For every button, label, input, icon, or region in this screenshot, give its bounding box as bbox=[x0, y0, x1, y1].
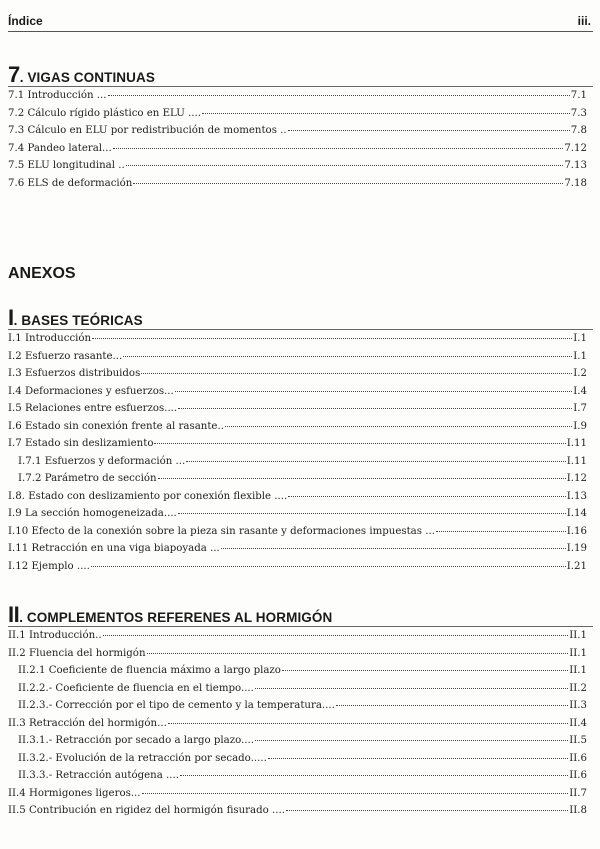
toc-entry-label: II.3 Retracción del hormigón... bbox=[8, 717, 167, 729]
toc-entry-label: I.9 La sección homogeneizada.... bbox=[8, 508, 177, 519]
dot-leader bbox=[154, 443, 565, 444]
toc-entry-label: II.2 Fluencia del hormigón bbox=[8, 647, 146, 659]
dot-leader bbox=[142, 793, 569, 794]
toc-entry-page: 7.1 bbox=[570, 90, 587, 101]
toc-entry-page: I.12 bbox=[566, 473, 587, 484]
toc-entry-page: I.2 bbox=[573, 368, 587, 379]
toc-entry-page: II.7 bbox=[569, 787, 587, 799]
toc-entry[interactable] bbox=[8, 438, 593, 456]
toc-entry[interactable] bbox=[8, 160, 593, 178]
dot-leader bbox=[168, 723, 568, 724]
toc-entry-page: I.7 bbox=[573, 403, 587, 414]
toc-entry-label: 7.1 Introducción ... bbox=[8, 90, 107, 101]
running-head-rule bbox=[8, 31, 593, 32]
toc-entry-label: 7.4 Pandeo lateral... bbox=[8, 142, 112, 154]
annexes-title: ANEXOS bbox=[8, 265, 76, 282]
dot-leader bbox=[178, 513, 566, 514]
toc-entry[interactable] bbox=[8, 403, 593, 421]
dot-leader bbox=[255, 740, 568, 741]
toc-entry-page: I.4 bbox=[573, 385, 587, 397]
dot-leader bbox=[108, 95, 570, 96]
toc-entry-page: 7.8 bbox=[570, 125, 587, 136]
toc-entry-page: II.5 bbox=[569, 735, 587, 746]
toc-entry-page: II.4 bbox=[569, 717, 587, 729]
toc-entry-label: II.4 Hormigones ligeros... bbox=[8, 787, 141, 799]
toc-entry-page: I.9 bbox=[573, 420, 587, 432]
toc-entry-page: I.11 bbox=[566, 438, 587, 449]
annex-ii-section bbox=[8, 602, 593, 823]
toc-entry-page: I.14 bbox=[566, 508, 587, 519]
toc-entry-label: 7.2 Cálculo rígido plástico en ELU .... bbox=[8, 107, 202, 119]
toc-entry-label: I.7.2 Parámetro de sección bbox=[18, 473, 157, 484]
dot-leader bbox=[92, 338, 572, 339]
annex-ii-number: II bbox=[8, 602, 20, 627]
annex-i-rule bbox=[8, 329, 593, 330]
toc-entry[interactable] bbox=[8, 630, 593, 648]
dot-leader bbox=[175, 391, 572, 392]
dot-leader bbox=[286, 810, 568, 811]
toc-entry-label: 7.5 ELU longitudinal .. bbox=[8, 160, 125, 171]
toc-entry[interactable] bbox=[8, 805, 593, 823]
toc-entry-label: II.2.3.- Corrección por el tipo de cemento y la temperatura.... bbox=[18, 700, 335, 711]
toc-entry[interactable] bbox=[8, 351, 593, 369]
dot-leader bbox=[123, 356, 572, 357]
dot-leader bbox=[336, 705, 568, 706]
toc-entry-page: 7.18 bbox=[564, 177, 587, 189]
dot-leader bbox=[288, 130, 570, 131]
dot-leader bbox=[91, 566, 566, 567]
chapter-7-rule bbox=[8, 86, 593, 87]
toc-entry-label: I.10 Efecto de la conexión sobre la pieza sin rasante y deformaciones impuestas ... bbox=[8, 525, 435, 537]
dot-leader bbox=[113, 148, 564, 149]
toc-entry[interactable] bbox=[8, 491, 593, 509]
toc-entry-label: I.1 Introducción bbox=[8, 333, 92, 344]
toc-entry[interactable] bbox=[8, 735, 593, 753]
toc-entry[interactable] bbox=[8, 421, 593, 439]
toc-entry[interactable] bbox=[8, 526, 593, 544]
annex-i-section bbox=[8, 305, 593, 578]
toc-entry[interactable] bbox=[8, 718, 593, 736]
toc-entry-label: I.3 Esfuerzos distribuidos bbox=[8, 368, 141, 379]
toc-entry-label: II.2.1 Coeficiente de fluencia máximo a largo plazo bbox=[18, 665, 281, 676]
toc-entry-page: II.1 bbox=[569, 647, 587, 659]
chapter-7-number: 7 bbox=[8, 62, 20, 87]
toc-entry-page: II.8 bbox=[569, 805, 587, 816]
toc-entry-label: I.5 Relaciones entre esfuerzos.... bbox=[8, 403, 178, 414]
toc-entry[interactable] bbox=[8, 108, 593, 126]
running-head bbox=[8, 12, 593, 30]
chapter-7-entries bbox=[8, 90, 593, 195]
toc-entry-page: I.11 bbox=[566, 455, 587, 467]
toc-entry-label: 7.3 Cálculo en ELU por redistribución de momentos .. bbox=[8, 125, 287, 136]
toc-entry[interactable] bbox=[8, 125, 593, 143]
dot-leader bbox=[158, 478, 566, 479]
toc-entry-label: 7.6 ELS de deformación bbox=[8, 177, 133, 189]
toc-entry-page: II.2 bbox=[569, 682, 587, 694]
dot-leader bbox=[133, 183, 563, 184]
dot-leader bbox=[282, 670, 568, 671]
toc-entry-page: I.16 bbox=[566, 525, 587, 537]
toc-entry[interactable] bbox=[8, 386, 593, 404]
dot-leader bbox=[225, 426, 572, 427]
toc-entry[interactable] bbox=[8, 143, 593, 161]
toc-entry[interactable] bbox=[8, 770, 593, 788]
chapter-7-heading bbox=[8, 62, 593, 87]
annex-ii-title: . COMPLEMENTOS REFERENES AL HORMIGÓN bbox=[19, 610, 333, 625]
toc-entry[interactable] bbox=[8, 456, 593, 474]
running-head-page-number: iii. bbox=[577, 14, 591, 28]
toc-entry[interactable] bbox=[8, 683, 593, 701]
running-head-title: Índice bbox=[8, 14, 43, 28]
toc-entry-label: II.3.1.- Retracción por secado a largo plazo.... bbox=[18, 735, 254, 746]
toc-entry[interactable] bbox=[8, 561, 593, 579]
toc-entry-label: II.1 Introducción.. bbox=[8, 630, 102, 641]
toc-entry-page: II.1 bbox=[569, 665, 587, 676]
annex-ii-heading bbox=[8, 602, 593, 627]
toc-entry-label: I.4 Deformaciones y esfuerzos... bbox=[8, 385, 174, 397]
toc-entry-label: II.2.2.- Coeficiente de fluencia en el tiempo.... bbox=[18, 682, 254, 694]
toc-entry-page: I.21 bbox=[566, 560, 587, 572]
annex-i-heading bbox=[8, 305, 593, 330]
toc-entry-page: I.1 bbox=[573, 333, 587, 344]
toc-entry[interactable] bbox=[8, 90, 593, 108]
toc-entry-label: I.8. Estado con deslizamiento por conexión flexible .... bbox=[8, 490, 288, 502]
annex-i-entries bbox=[8, 333, 593, 578]
toc-entry-page: 7.12 bbox=[564, 142, 587, 154]
toc-entry-label: I.7 Estado sin deslizamiento bbox=[8, 438, 154, 449]
toc-entry-label: II.5 Contribución en rigidez del hormigón fisurado .... bbox=[8, 805, 285, 816]
toc-entry-label: I.6 Estado sin conexión frente al rasante.. bbox=[8, 420, 224, 432]
toc-entry[interactable] bbox=[8, 333, 593, 351]
toc-entry[interactable] bbox=[8, 508, 593, 526]
toc-entry[interactable] bbox=[8, 543, 593, 561]
toc-entry-label: I.7.1 Esfuerzos y deformación ... bbox=[18, 455, 186, 467]
toc-entry-page: II.3 bbox=[569, 700, 587, 711]
dot-leader bbox=[178, 408, 572, 409]
dot-leader bbox=[255, 688, 568, 689]
dot-leader bbox=[268, 758, 568, 759]
dot-leader bbox=[180, 775, 568, 776]
toc-entry[interactable] bbox=[8, 473, 593, 491]
toc-entry-page: I.1 bbox=[573, 350, 587, 362]
chapter-7-section bbox=[8, 62, 593, 195]
dot-leader bbox=[141, 373, 572, 374]
toc-entry-page: II.1 bbox=[569, 630, 587, 641]
toc-entry-page: 7.3 bbox=[570, 107, 587, 119]
toc-entry[interactable] bbox=[8, 178, 593, 196]
annex-i-title: . BASES TEÓRICAS bbox=[13, 313, 143, 328]
toc-entry[interactable] bbox=[8, 700, 593, 718]
annex-i-number: I bbox=[8, 305, 14, 330]
dot-leader bbox=[147, 653, 569, 654]
toc-entry-label: II.3.3.- Retracción autógena .... bbox=[18, 770, 179, 781]
toc-entry-label: I.12 Ejemplo .... bbox=[8, 560, 90, 572]
toc-entry[interactable] bbox=[8, 788, 593, 806]
toc-entry-label: I.2 Esfuerzo rasante... bbox=[8, 350, 123, 362]
toc-entry-label: II.3.2.- Evolución de la retracción por secado..... bbox=[18, 752, 267, 764]
toc-entry-page: I.19 bbox=[566, 543, 587, 554]
dot-leader bbox=[103, 635, 569, 636]
annex-ii-rule bbox=[8, 626, 593, 627]
toc-entry[interactable] bbox=[8, 753, 593, 771]
toc-entry-page: I.13 bbox=[566, 490, 587, 502]
dot-leader bbox=[436, 531, 566, 532]
dot-leader bbox=[221, 548, 566, 549]
dot-leader bbox=[202, 113, 570, 114]
toc-entry[interactable] bbox=[8, 665, 593, 683]
annex-ii-entries bbox=[8, 630, 593, 823]
toc-entry-label: I.11 Retracción en una viga biapoyada ... bbox=[8, 543, 220, 554]
toc-entry-page: II.6 bbox=[569, 770, 587, 781]
toc-entry-page: 7.13 bbox=[564, 160, 587, 171]
toc-entry[interactable] bbox=[8, 648, 593, 666]
dot-leader bbox=[288, 496, 566, 497]
dot-leader bbox=[126, 165, 564, 166]
toc-entry[interactable] bbox=[8, 368, 593, 386]
dot-leader bbox=[186, 461, 566, 462]
toc-entry-page: II.6 bbox=[569, 752, 587, 764]
chapter-7-title: . VIGAS CONTINUAS bbox=[19, 70, 155, 85]
